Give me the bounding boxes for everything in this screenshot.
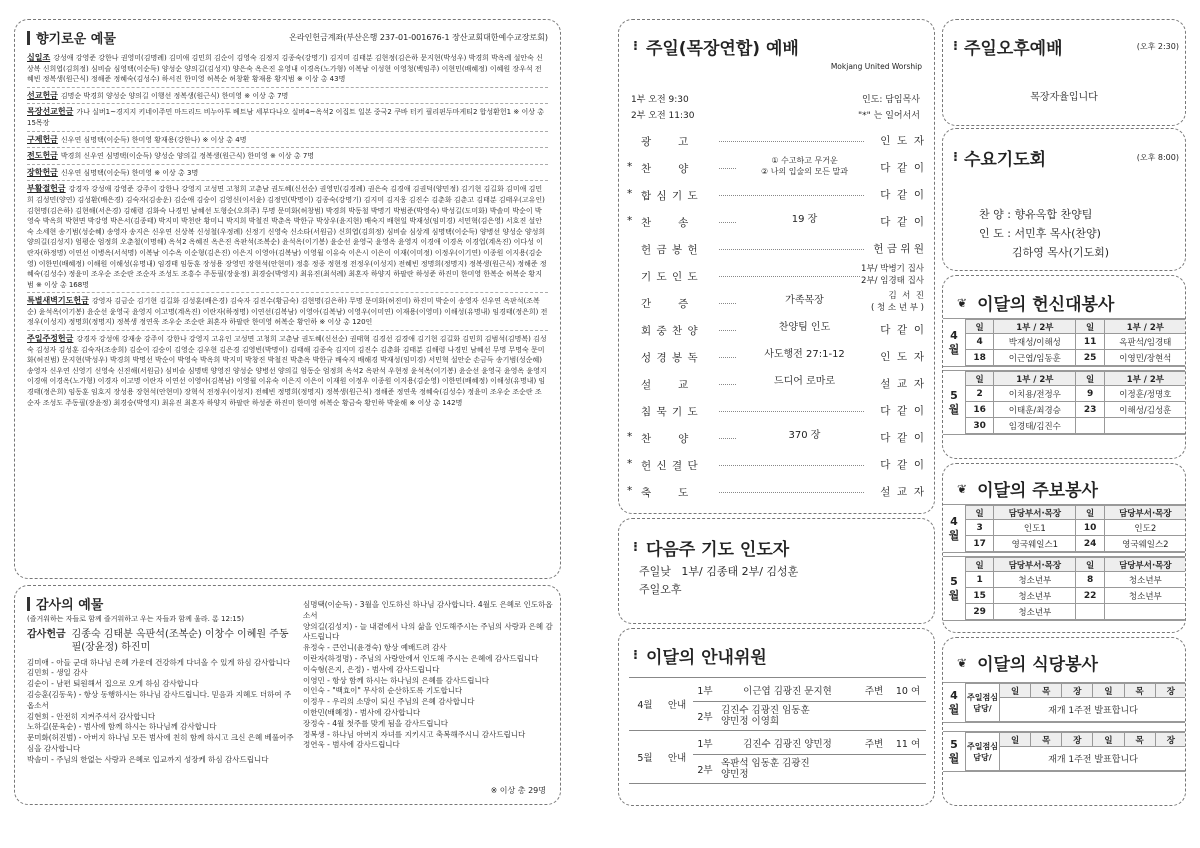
dedication-cell: 25 [1076,350,1104,366]
worship-order [619,128,934,508]
section-divider [27,180,548,181]
wednesday-panel [942,128,1186,271]
dedication-cell: 박재성/이해성 [994,334,1076,350]
thanks-item: 심명택(이순득) - 3월을 인도하신 하나님 감사합니다. 4월도 은혜로 인도하옵소서 [303,600,553,620]
offering-names: 가나 실버1~경지지 키네이주민 마드리드 비누아투 베트남 세부다나오 실버4~옥석2 이집트 일본 중국2 쿠바 터키 필리핀두마게티2 합성환헌1 [76,108,514,117]
bulletin-cell: 청소년부 [1104,588,1186,604]
order-item: 기 도 인 도 [641,271,699,283]
offering-names: 신우연 심명택(이순득) 한미영 황재용(강한나) [60,135,203,144]
order-person: 다 같 이 [880,189,924,201]
cafeteria-month-block [943,731,1186,772]
afternoon-panel [942,19,1186,126]
bulletin-header-cell: 일 [1076,558,1104,572]
bulletin-cell: 영국웨일스2 [1104,536,1186,552]
cafeteria-header-cell: 목 [1031,684,1062,698]
bulletin-header-cell: 일 [1076,506,1104,520]
dedication-cell: 11 [1076,334,1104,350]
order-person: 다 같 이 [880,432,924,444]
usher-month: 5월 [629,731,661,784]
cafeteria-header-cell: 일 [1093,733,1124,747]
order-item: 합 심 기 도 [641,190,699,202]
worship-time-1: 1부 오전 9:30 [631,95,689,105]
bulletin-header-cell: 담당부서·목장 [1104,506,1186,520]
bulletin-header-cell: 담당부서·목장 [994,558,1076,572]
section-divider [27,330,548,331]
dedication-month-block [943,318,1186,367]
dedication-cell: 30 [966,418,994,434]
dedication-title: 이달의 헌신대봉사 [977,295,1115,315]
dedication-cell: 16 [966,402,994,418]
offerings-panel [14,19,561,579]
bulletin-cell: 8 [1076,572,1104,588]
bulletin-header-cell: 일 [966,558,994,572]
order-detail: 드디어 로마로 [737,376,872,387]
thanks-item: 김승훈(김동욱) - 항상 동행하시는 하나님 감사드립니다. 믿음과 지혜도 더하여 주옵소서 [27,689,292,710]
thanks-item: 김민희 - 생일 감사 [27,668,88,678]
order-row [619,263,934,289]
usher-names: 김진수 김광진 임동훈 양민정 이영희 [717,702,926,731]
heart-icon: ❦ [957,295,968,310]
order-detail: 사도행전 27:1-12 [737,349,872,360]
order-person: 인 도 자 [880,135,924,147]
cafeteria-header-cell: 일 [1093,684,1124,698]
order-row [619,128,934,154]
dedication-header-cell: 1부 / 2부 [994,372,1076,386]
order-dots [719,276,864,277]
bulletin-cell: 3 [966,520,994,536]
offering-names: 김명순 박경희 양성순 양의길 이행선 정복생(원근식) 한미영 [60,91,245,100]
dedication-panel [942,275,1186,459]
thanks-item: 장정숙 - 4월 첫주를 맞게 됨을 감사드립니다 [303,718,448,728]
next-leaders-label-1: 주일낮 [639,565,671,578]
offering-label: 목장선교헌금 [27,107,74,117]
bulletin-tables [943,504,1186,624]
cafeteria-panel [942,637,1186,806]
order-detail: 가족목장 [737,295,872,306]
order-row [619,425,934,451]
cafeteria-header-cell: 일 [1000,733,1031,747]
dedication-cell: 9 [1076,386,1104,402]
order-row [619,155,934,181]
afternoon-time: (오후 2:30) [1136,42,1179,51]
order-row [619,371,934,397]
bulletin-header-cell: 담당부서·목장 [1104,558,1186,572]
order-item: 광 고 [641,136,690,148]
offering-total: ※ 이상 총 168명 [36,280,89,289]
bulletin-cell: 15 [966,588,994,604]
stand-marker: * [627,431,633,443]
offering-total: ※ 이상 총 120인 [319,318,373,327]
ushers-table [629,677,926,784]
section-bar-icon [27,31,30,45]
cafeteria-label: 주일점심 담당/ [966,684,1000,722]
bulletin-cell: 청소년부 [994,572,1076,588]
offerings-title: 향기로운 예물 [36,32,116,47]
bulletin-month-label: 4 월 [948,514,960,542]
thanks-list-left [27,658,295,766]
cafeteria-month-label: 5 월 [948,737,960,765]
afternoon-content: 목장자율입니다 [1030,92,1098,103]
dedication-header-cell: 일 [966,372,994,386]
heart-icon: ❦ [957,655,968,670]
dedication-cell [1104,418,1186,434]
dedication-month-block [943,370,1186,435]
offering-label: 장학헌금 [27,167,58,177]
dedication-cell: 이태훈/최경승 [994,402,1076,418]
offering-section [27,53,548,85]
worship-panel [618,19,935,514]
offering-names: 강성애 강영준 강한나 권영미(김명례) 김미애 김민희 김순이 김영숙 김정지 김종숙(강명기) 김지미 김태분 김현정(김은하 문지현(박성우) 박경희 박옥례 설안숙 신상복 신희엽(김희정) 심비슬 심영택(이순득) 양성순 양의길(김성지) 양은숙 옥은진 유영내 이경옥(노가형) 이복남 이성현 이영청(백임주) 이현민(배혜정) 이혜원 장우석 전혜빈 정복생(원근식) 정해준 정혜숙(김성수) 하서진 한미영 허복순 허창환 황재용 황지범 [27,54,543,84]
dedication-header-cell: 일 [966,320,994,334]
bulletin-table [965,505,1186,552]
section-divider [27,87,548,88]
bulletin-month-block [943,504,1186,553]
offering-section [27,151,548,162]
thanks-item: 김미애 - 아들 군대 하나님 은혜 가운데 건강하게 다녀올 수 있게 하심 감사합니다 [27,657,291,667]
wednesday-time: (오후 8:00) [1136,153,1179,162]
ushers-panel [618,628,935,806]
cafeteria-header-cell: 일 [1000,684,1031,698]
thanks-item: 양의길(김성지) - 늘 내곁에서 나의 삶을 인도해주시는 주님의 사랑과 은혜 감사드립니다 [303,621,553,642]
bullet-icon: ⁝ [953,150,958,165]
order-row [619,317,934,343]
thanks-title: 감사의 예물 [36,598,104,613]
cafeteria-table [965,683,1186,722]
order-row [619,344,934,370]
dedication-header-cell: 1부 / 2부 [994,320,1076,334]
order-item: 헌 신 결 단 [641,460,699,472]
bulletin-header-cell: 담당부서·목장 [994,506,1076,520]
offering-names: 신우연 심명택(이순득) 한미영 [60,168,155,177]
cafeteria-text: 재개 1주전 발표합니다 [1000,698,1187,722]
usher-names: 이근엽 김광진 문지현 [717,678,858,702]
offering-names: 강경자 강성애 강재송 강주이 강한나 강영지 고유인 고성면 고청희 고춘남 권도혜(신선순) 권태혁 김경선 김경애 김기현 김길화 김민희 김범석(김명복) 김성숙 김성자 김성훈 김숙자(조송희) 김순이 김승이 김영순 김우현 김은경 김영빈(박명이) 김태해 김종숙 김지미 김진수 김춘화 김태분 김해령 나경민 남혜선 무명 무명숙 문미화(허진범) 문지현(박성우) 박경희 박명선 박순이 박영숙 박옥희 박지미 박창진 박철진 박춘옥 박한규 배숙지 배해경 박재성(임미경) 서민혁 설안순 손금득 송기범(성순혜) 송영자 신우연 신영기 신영숙 신진해(서원금) 심비슬 심명택 양영진 양성순 양병선 양의길 엄동순 엄정희 옥석2 옥판석 우현정 윤석옥(이기봉) 윤순선 윤영국 윤영옥 윤영지 이경애 이경옥(노가형) 이경자 이고명 이란자 이연선 이영아(김복남) 이영월 이유숙 이은지 이은이 이재원 이정우 이종원 이지용(김순영) 이한민(배혜정) 이해성(유명내) 임경태(정은희) 임동훈 임호지 장성용 장현석(안현미) 장혁석 전정우(이성지) 전혜빈 정명희(정명지) 정복생(원근식) 정해준 정연욱 정혜숙(김성수) 정윤미 조우순 조순란 조순자 조성도 주동필(장윤정) 최경승(박영지) 최유진 최혼자 하양지 하팔란 하성준 하진미 한미영 허복순 황금숙 황인하 박윤해 [27,335,547,407]
thanks-item: 박솔미 - 주님의 한없는 사랑과 은혜로 입교까지 성장케 하심 감사드립니다 [27,754,269,764]
worship-leader: 인도: 담임목사 [861,95,920,105]
thanks-item: 이정우 - 우리의 소망이 되신 주님의 은혜 감사합니다 [303,697,475,707]
offering-label: 부활절헌금 [27,184,66,194]
offerings-list [27,53,548,408]
usher-names: 김진수 김광진 양민정 [717,731,858,755]
usher-names: 옥판석 임동훈 김광진 양민정 [717,755,926,784]
thanks-item: 정복생 - 하나님 아버지 자녀를 지키시고 축복해주시니 감사드립니다 [303,729,526,739]
offering-total: ※ 이상 총 3명 [154,168,199,177]
usher-week: 주변 [858,678,890,702]
order-person: 1부/ 박병기 집사 2부/ 임경태 집사 [861,264,924,286]
thanks-verse: (즐거워하는 자들로 함께 즐거워하고 우는 자들과 함께 울라. 롬 12:15) [27,615,244,623]
offering-total: ※ 이상 총 43명 [296,75,346,84]
cafeteria-month-label: 4 월 [948,688,960,716]
bullet-icon: ⁝ [633,39,638,54]
usher-row [629,678,926,702]
order-detail: 찬양팀 인도 [737,322,872,333]
stand-marker: * [627,215,633,227]
bulletin-table [965,557,1186,620]
order-item: 축 도 [641,487,690,499]
dedication-cell: 4 [966,334,994,350]
offering-label: 주일주정헌금 [27,334,74,344]
section-divider [27,131,548,132]
section-divider [27,147,548,148]
thanks-item: 이인숙 - "백효이" 무사히 순산하도록 기도합니다 [303,686,463,696]
cafeteria-header-cell: 장 [1155,733,1186,747]
order-person: 다 같 이 [880,405,924,417]
order-dots [719,465,864,466]
dedication-cell [1076,418,1104,434]
dedication-table [965,319,1186,366]
bulletin-month-label: 5 월 [948,574,960,602]
order-item: 침 묵 기 도 [641,406,699,418]
section-divider [27,103,548,104]
thanks-item: 노하길(문육순) - 범사에 함께 하시는 하나님께 감사합니다 [27,722,217,732]
usher-month: 4월 [629,678,661,731]
offering-section [27,91,548,102]
order-row [619,290,934,316]
order-row [619,452,934,478]
bulletin-cell: 인도1 [994,520,1076,536]
thanks-item: 이란자(하정명) - 주님의 사랑안에서 인도해 주시는 은혜에 감사드립니다 [303,653,539,663]
order-item: 찬 양 [641,433,690,445]
cafeteria-label: 주일점심 담당/ [966,733,1000,771]
offering-total: ※ 이상 총 4명 [202,135,247,144]
cafeteria-header-cell: 목 [1031,733,1062,747]
thanks-item: 문미화(허진범) - 아버지 하나님 모든 범사에 친히 함께 하시고 크신 은혜 베풀어주심을 감사합니다 [27,733,294,753]
thanks-list-right [303,600,553,751]
order-dots [719,411,864,412]
stand-marker: * [627,188,633,200]
offering-names: 강영자 김금순 김기현 김길화 김성훈(배은경) 김숙자 김진수(황금숙) 김현명(김은하) 무명 문미화(허진미) 하진미 박순이 송영자 신우연 옥판석(조복순) 윤석옥(이기봉) 윤순선 윤영국 윤영지 이고명(계옥진) 이란자(하정명) 이연선(김복남) 이영아(김복남) 이영우(이미연) 이재용(이영미) 이해성(유명내) 임경태(정은희) 전정우(이성지) 정명희(정명지) 정복생 정연욱 조우순 조순란 최혼자 하팔란 한미영 허복순 황인하 [27,297,548,327]
offering-names: 박경희 신우연 심명택(이순득) 양성순 양의길 정복생(원근식) 한미영 [60,152,270,161]
offering-total: ※ 이상 총 7명 [270,152,315,161]
usher-count: 11 여 [890,731,926,755]
offering-label: 특별새벽기도헌금 [27,296,89,306]
bulletin-month-block [943,556,1186,621]
bulletin-header-cell: 일 [966,506,994,520]
usher-part: 2부 [693,702,717,731]
dedication-cell: 18 [966,350,994,366]
bulletin-cell: 24 [1076,536,1104,552]
offering-total: ※ 이상 총 7명 [244,91,289,100]
dedication-header-cell: 1부 / 2부 [1104,320,1186,334]
cafeteria-table [965,732,1186,771]
offering-label: 선교헌금 [27,90,58,100]
order-person: 다 같 이 [880,216,924,228]
bulletin-cell [1076,604,1104,620]
thanks-item: 김현희 - 안전히 지켜주셔서 감사합니다 [27,711,156,721]
offering-section [27,184,548,290]
bulletin-cell [1104,604,1186,620]
bulletin-cell: 22 [1076,588,1104,604]
thanks-label: 감사헌금 [27,628,66,640]
thanks-item: 김순이 - 남편 퇴원해서 집으로 오게 하심 감사합니다 [27,679,199,689]
thanks-item: 유정숙 - 큰언니(윤경숙) 항상 예배드려 감사 [303,643,447,653]
dedication-cell: 이해성/김성훈 [1104,402,1186,418]
dedication-cell: 이영민/장현석 [1104,350,1186,366]
stand-marker: * [627,485,633,497]
order-detail: ① 수고하고 무거운 ② 나의 입술의 모든 말과 [737,155,872,177]
next-leaders-panel [618,518,935,624]
offering-total: ※ 이상 총 15목장 [27,108,544,127]
usher-count: 10 여 [890,678,926,702]
order-row [619,398,934,424]
order-dots [719,249,864,250]
dedication-cell: 이근엽/임동훈 [994,350,1076,366]
thanks-givers: 김종숙 김태분 옥판석(조복순) 이창수 이혜원 주동필(장윤정) 하진미 [71,628,289,653]
cafeteria-header-cell: 장 [1062,684,1093,698]
order-person: 헌 금 위 원 [873,243,924,255]
order-row [619,209,934,235]
afternoon-title: 주일오후예배 [963,39,1063,59]
order-item: 성 경 봉 독 [641,352,699,364]
order-detail: 370 장 [737,430,872,441]
bulletin-cell: 1 [966,572,994,588]
order-row [619,236,934,262]
thanks-item: 이한민(배혜정) - 범사에 감사합니다 [303,707,421,717]
dedication-header-cell: 일 [1076,320,1104,334]
cafeteria-header-cell: 목 [1124,684,1155,698]
thanks-panel [14,585,561,805]
usher-week: 주변 [858,731,890,755]
bullet-icon: ⁝ [633,648,638,663]
section-divider [27,164,548,165]
dedication-cell: 2 [966,386,994,402]
dedication-table [965,371,1186,434]
worship-time-2: 2부 오전 11:30 [631,111,695,121]
offering-label: 구제헌금 [27,134,58,144]
bulletin-cell: 청소년부 [994,588,1076,604]
dedication-month-label: 4 월 [948,328,960,356]
usher-row [629,731,926,755]
cafeteria-header-cell: 목 [1124,733,1155,747]
dedication-header-cell: 일 [1076,372,1104,386]
cafeteria-header-cell: 장 [1062,733,1093,747]
order-item: 설 교 [641,379,690,391]
bullet-icon: ⁝ [633,540,638,555]
worship-title: 주일(목장연합) 예배 [645,39,799,59]
offering-label: 전도헌금 [27,151,58,161]
order-item: 찬 양 [641,163,690,175]
usher-part: 1부 [693,678,717,702]
cafeteria-title: 이달의 식당봉사 [977,655,1098,675]
dedication-cell: 이정훈/정명호 [1104,386,1186,402]
order-dots [719,492,864,493]
thanks-item: 이숙형(은지, 은정) - 범사에 감사드립니다 [303,664,440,674]
usher-role: 안내 [661,678,693,731]
worship-subtitle: Mokjang United Worship [830,62,922,71]
bulletin-cell: 10 [1076,520,1104,536]
cafeteria-text: 재개 1주전 발표합니다 [1000,747,1187,771]
next-leaders-value-1: 1부/ 김종태 2부/ 김성훈 [681,565,799,578]
wednesday-line-1: 찬 양 : 향유옥합 찬양팀 [979,208,1093,221]
dedication-cell: 옥판석/임경태 [1104,334,1186,350]
heart-icon: ❦ [957,481,968,496]
next-leaders-title: 다음주 기도 인도자 [645,540,790,560]
dedication-tables [943,318,1186,438]
dedication-month-label: 5 월 [948,388,960,416]
offerings-account: 온라인헌금계좌(부산은행 237-01-001676-1 장산교회대한예수교장로회) [289,33,548,42]
usher-role: 안내 [661,731,693,784]
offering-section [27,168,548,179]
cafeteria-tables [943,682,1186,780]
offering-section [27,334,548,408]
usher-part: 2부 [693,755,717,784]
offering-total: ※ 이상 총 142명 [409,398,463,407]
bulletin-title: 이달의 주보봉사 [977,481,1098,501]
bulletin-cell: 청소년부 [1104,572,1186,588]
offering-section [27,107,548,128]
offering-section [27,296,548,328]
cafeteria-month-block [943,682,1186,723]
order-person: 다 같 이 [880,162,924,174]
offering-section [27,135,548,146]
order-item: 헌 금 봉 헌 [641,244,699,256]
offering-label: 십일조 [27,53,51,62]
stand-marker: * [627,161,633,173]
stand-marker: * [627,458,633,470]
order-person: 다 같 이 [880,459,924,471]
bulletin-cell: 인도2 [1104,520,1186,536]
dedication-cell: 임경태/김진수 [994,418,1076,434]
bulletin-cell: 29 [966,604,994,620]
order-detail: 19 장 [737,214,872,225]
usher-part: 1부 [693,731,717,755]
bulletin-cell: 17 [966,536,994,552]
wednesday-title: 수요기도회 [963,150,1047,170]
next-leaders-label-2: 주일오후 [639,583,682,596]
order-person: 김 서 진 ( 청 소 년 부 ) [871,291,924,313]
thanks-item: 이영민 - 항상 함께 하시는 하나님의 은혜를 감사드립니다 [303,675,490,685]
cafeteria-header-cell: 장 [1155,684,1186,698]
bulletin-panel [942,463,1186,633]
wednesday-line-3: 김하영 목사(기도회) [1012,246,1110,259]
order-person: 다 같 이 [880,324,924,336]
dedication-cell: 이치용/전정우 [994,386,1076,402]
order-person: 인 도 자 [880,351,924,363]
order-dots [719,195,864,196]
order-item: 찬 송 [641,217,690,229]
order-person: 설 교 자 [880,378,924,390]
thanks-total: ※ 이상 총 29명 [490,786,546,795]
dedication-header-cell: 1부 / 2부 [1104,372,1186,386]
order-row [619,182,934,208]
ushers-title: 이달의 안내위원 [645,648,767,668]
section-bar-icon [27,597,30,611]
worship-note: "*" 는 일어서서 [858,111,920,121]
order-item: 간 증 [641,298,690,310]
bulletin-cell: 영국웨일스1 [994,536,1076,552]
order-item: 회 중 찬 양 [641,325,699,337]
order-dots [719,141,864,142]
wednesday-line-2: 인 도 : 서민후 목사(찬양) [979,227,1101,240]
thanks-item: 정연욱 - 범사에 감사드립니다 [303,740,400,750]
bulletin-cell: 청소년부 [994,604,1076,620]
order-row [619,479,934,505]
bullet-icon: ⁝ [953,39,958,54]
section-divider [27,292,548,293]
order-person: 설 교 자 [880,486,924,498]
dedication-cell: 23 [1076,402,1104,418]
offering-names: 강경자 강성애 강영준 강주이 강한나 강영지 고성면 고청희 고춘남 권도혜(신선순) 권영민(김경례) 권은숙 김경애 김권덕(양민정) 김기현 김길화 김미애 김민희 김성민(양연) 김성환(배은경) 김숙자(김송운) 김순애 김승이 김영신(이서윤) 김정민(박명이) 김종숙(강명기) 김지미 김지웅 김진수 김춘화 김춘고 김태분 김태우(고유인) 김현명(김은하) 김현해(서은경) 김해령 김화숙 나경민 남혜선 도형순(오희주) 무명 문미화(허창범) 박경희 박동철 박명기 박범준(박영숙) 박성길(도미화) 박솔미 박순이 박영숙 박옥희 박현면 박강영 박은서(김종태) 박지미 박천란 황미니 박지희 박철진 박춘옥 박한규 박상우(윤지현) 배숙지 배현일 박재성(임미경) 서민혁(김은영) 서호진 설안숙 소세현 송기범(성순혜) 송영자 송지은 신우연 신상복 신성철(우정례) 신정기 신영숙 신소타(서원금) 신희엽(김희정) 심비슬 심상계 심명택(이순득) 양병선 양성순 양성희 양의길(김성지) 엄평순 엄정희 오춘철(이명해) 옥석2 옥혜진 옥은진 옥판석(조복순) 윤석옥(이기봉) 윤순선 윤영국 윤영옥 윤영지 이경애 이경옥 이경업(계옥진) 이다성 이란자(하정명) 이연선 이병옥(서석명) 이복남 이수옥 이순형(김은진) 이은지 이영아(김복남) 이영월 이유숙 이은시 이은이 이재(이미정) 이정우(이기연) 이종원 이지용(김순영) 이한민(배혜정) 이해원 이해성(유명내) 임경태 임동훈 장성용 장영민 장현석(안현미) 정흥 정종 정현정 전정우(이성지) 전혜빈 정명희(정명지) 정복생(원근식) 정해준 정혜숙(김성수) 정윤미 조우순 조순란 조순자 조성도 조흥수 주동필(장윤정) 최경승(박영지) 최유진(최석례) 최혼자 하양지 하팔란 하성준 하진미 한미영 한복순 허복순 황지범 [27,185,547,289]
